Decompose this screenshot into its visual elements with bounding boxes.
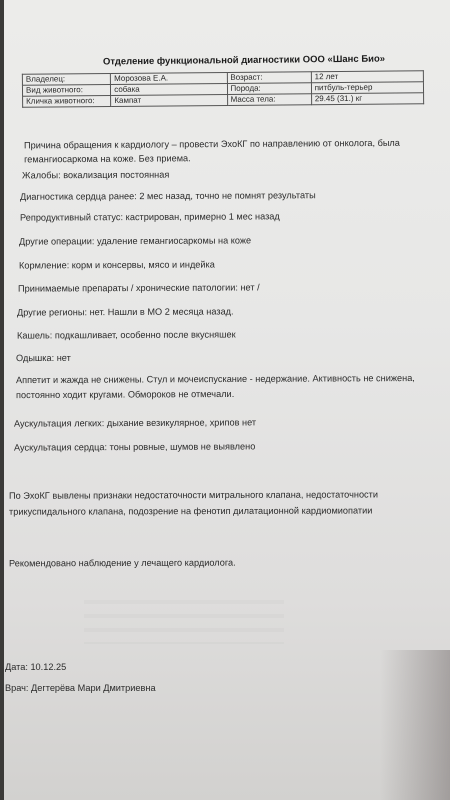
date-line: Дата: 10.12.25	[5, 662, 67, 672]
owner-label: Владелец:	[22, 73, 110, 85]
conclusion-paragraph: По ЭхоКГ вывлены признаки недостаточности митрального клапана, недостаточности трикуспидального клапана, подозрение на фенотип дилатационной кардиомиопатии	[8, 489, 379, 517]
bleed-through-text	[84, 600, 284, 644]
prior-diagnostics-line: Диагностика сердца ранее: 2 мес назад, точно не помнят результаты	[19, 190, 316, 202]
doctor-line: Врач: Дегтерёва Мари Дмитриевна	[5, 683, 156, 693]
reason-paragraph: Причина обращения к кардиологу – провести ЭхоКГ по направлению от онколога, была гемангиосаркома на коже. Без приема.	[23, 137, 400, 165]
other-regions-line: Другие регионы: нет. Нашли в МО 2 месяца назад.	[16, 306, 234, 318]
dyspnea-line: Одышка: нет	[15, 352, 71, 364]
weight-label: Масса тела:	[227, 94, 311, 106]
breed-value: питбуль-терьер	[311, 82, 423, 94]
reproductive-status-line: Репродуктивный статус: кастрирован, примерно 1 мес назад	[19, 211, 280, 223]
weight-value: 29.45 (31.) кг	[311, 93, 423, 105]
species-label: Вид животного:	[22, 84, 110, 96]
other-operations-line: Другие операции: удаление гемангиосаркомы на коже	[18, 235, 252, 247]
age-label: Возраст:	[227, 72, 311, 84]
appetite-paragraph: Аппетит и жажда не снижены. Стул и мочеиспускание - недержание. Активность не снижена, постоянно ходит кругами. Обмороков не отмечали.	[15, 373, 415, 401]
document-page	[4, 0, 450, 800]
pet-name-value: Кампат	[111, 94, 227, 106]
page-shadow	[380, 650, 450, 800]
pet-name-label: Кличка животного:	[23, 95, 111, 107]
document-title: Отделение функциональной диагностики ООО «Шанс Био»	[102, 53, 386, 68]
breed-label: Порода:	[227, 83, 311, 95]
age-value: 12 лет	[311, 71, 423, 83]
owner-value: Морозова Е.А.	[111, 72, 227, 84]
species-value: собака	[111, 83, 227, 95]
recommendation-line: Рекомендовано наблюдение у лечащего кардиолога.	[8, 557, 236, 569]
heart-auscultation-line: Аускультация сердца: тоны ровные, шумов не выявлено	[13, 441, 256, 453]
lung-auscultation-line: Аускультация легких: дыхание везикулярное, хрипов нет	[13, 417, 257, 429]
patient-info-table	[22, 70, 424, 108]
complaints-line: Жалобы: вокализация постоянная	[21, 169, 170, 181]
medications-line: Принимаемые препараты / хронические патологии: нет /	[17, 282, 260, 294]
cough-line: Кашель: подкашливает, особенно после вкусняшек	[16, 329, 236, 341]
feeding-line: Кормление: корм и консервы, мясо и индейка	[18, 259, 215, 271]
